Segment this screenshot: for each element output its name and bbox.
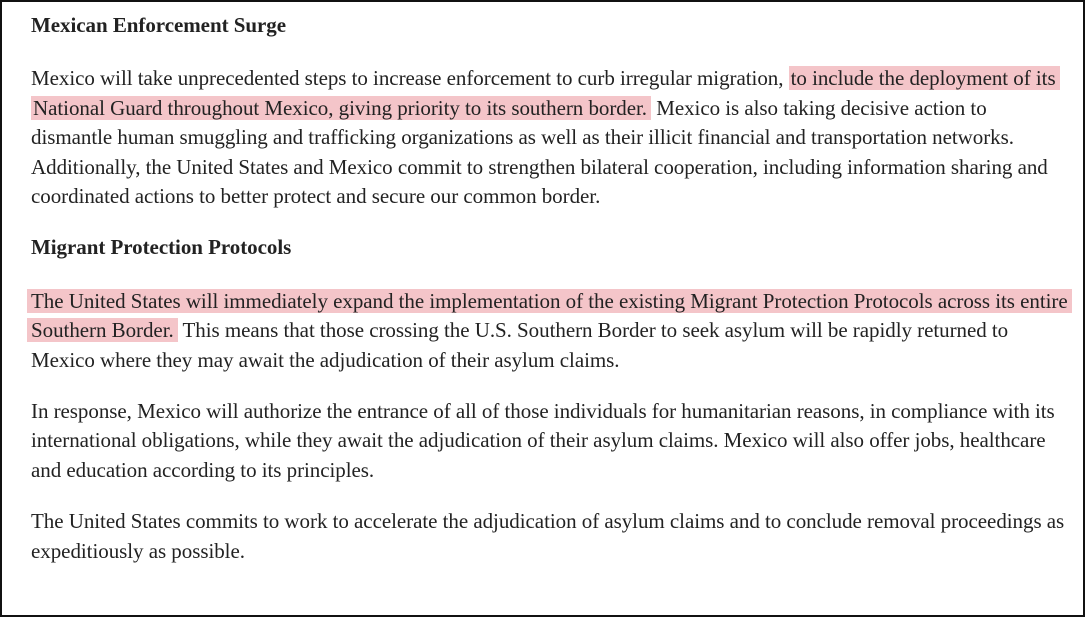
highlighted-text: to include the deployment of its National Guard throughout Mexico, giving priority to its southern border.	[31, 66, 1060, 119]
paragraph-mexico-response: In response, Mexico will authorize the entrance of all of those individuals for humanitarian reasons, in compliance with its international obligations, while they await the adjudication of their asylum claims. Mexico will also offer jobs, healthcare and education according to its principles.	[31, 399, 1055, 482]
paragraph-mpp-expansion	[31, 287, 1071, 375]
paragraph-text: Mexico will take unprecedented steps to increase enforcement to curb irregular migration,	[31, 66, 784, 91]
document-body	[31, 11, 1071, 566]
paragraph-us-commitment: The United States commits to work to accelerate the adjudication of asylum claims and to conclude removal proceedings as expeditiously as possible.	[31, 509, 1065, 563]
paragraph-enforcement	[31, 64, 1071, 211]
paragraph-text: This means that those crossing the U.S. Southern Border to seek asylum will be rapidly returned to Mexico where they may await the adjudication of their asylum claims.	[31, 318, 1009, 372]
highlighted-text: The United States will immediately expand the implementation of the existing Migrant Protection Protocols across its entire Southern Border.	[27, 289, 1072, 342]
section-heading-mpp: Migrant Protection Protocols	[31, 235, 292, 260]
section-heading-enforcement: Mexican Enforcement Surge	[31, 13, 286, 37]
paragraph-text: Mexico is also taking decisive action to dismantle human smuggling and trafficking organizations as well as their illicit financial and transportation networks. Additionally, the United States and Mexico commit to strengthen bilateral cooperation, including information sharing and coordinated actions to better protect and secure our common border.	[31, 95, 1048, 209]
